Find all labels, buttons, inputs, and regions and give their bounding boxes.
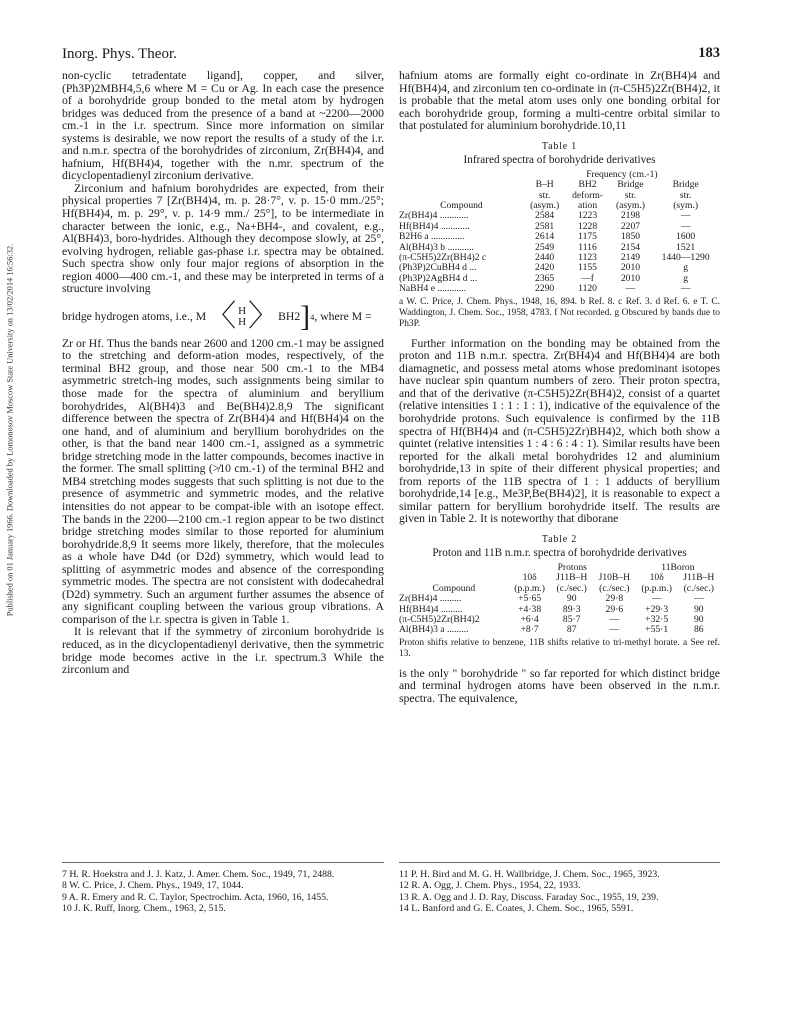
- table1-compound: (π-C5H5)2Zr(BH4)2 c: [399, 252, 487, 264]
- journal-running-head: Inorg. Phys. Theor.: [62, 46, 177, 62]
- table1-cell: 2420: [535, 262, 555, 274]
- table2-group-boron: 11Boron: [661, 562, 695, 573]
- table-row: [399, 284, 720, 294]
- table1-col-header: ation: [577, 200, 598, 212]
- table1-cell: 1120: [578, 283, 597, 295]
- equation-lead: bridge hydrogen atoms, i.e., M: [62, 309, 207, 323]
- table2-cell: 29·6: [605, 603, 624, 615]
- table2-col-header: 10δ: [649, 572, 664, 584]
- table1-compound: (Ph3P)2AgBH4 d ...: [399, 272, 478, 284]
- table1-compound: B2H6 a ..............: [399, 231, 465, 243]
- table1-col-header: (sym.): [673, 200, 699, 212]
- table2-notes: Proton shifts relative to benzene, 11B shifts relative to tri-methyl borate. a See ref. 13.: [399, 637, 720, 659]
- table1-cell: 2290: [535, 283, 555, 295]
- table1-cell: 1123: [578, 252, 597, 264]
- table2-cell: +6·4: [520, 614, 539, 626]
- table2-caption: Table 2: [541, 533, 578, 545]
- paragraph: Further information on the bonding may be obtained from the proton and 11B n.m.r. spectra. Zr(BH4)4 and Hf(BH4)4 are both diamagnetic, and possess metal atoms whose predominant isotopes have nuclear spin quantum numbers of zero. Their proton spectra, and that of the derivative (π-C5H5)2Zr(BH4)2, consist of a quartet (relative intensities 1 : 1 : 1 : 1), indicative of the equivalence of the borohydride protons. Such equivalence is confirmed by the 11B spectra of Hf(BH4)4 and (π-C5H5)2Zr)BH4)2, which both show a quintet (relative intensities 1 : 4 : 6 : 4 : 1). Similar results have been reported for the alkali metal borohydrides 12 and aluminium borohydride,13 in spite of their different physical properties; and from reports of the 11B spectra of 1 : 1 adducts of beryllium borohydride,14 [e.g., Me3P,Be(BH4)2], it is reasonable to expect a similar pattern for beryllium borohydride itself. The results are given in Table 2. It is noteworthy that diborane: [399, 336, 720, 526]
- table1-col-header: (asym.): [530, 200, 560, 212]
- table1-col-header: str.: [538, 189, 551, 201]
- table-row: [399, 625, 720, 635]
- table2-compound: (π-C5H5)2Zr(BH4)2: [399, 614, 480, 626]
- table2-compound: Hf(BH4)4 .........: [399, 603, 463, 615]
- table2-cell: 90: [693, 603, 704, 615]
- table1-cell: 1600: [676, 231, 696, 243]
- footnote: 8 W. C. Price, J. Chem. Phys., 1949, 17, 1044.: [62, 880, 244, 892]
- table1-cell: —: [680, 210, 691, 222]
- table2-cell: —: [651, 593, 662, 605]
- table1-cell: 2581: [535, 220, 555, 232]
- table1-caption: Table 1: [541, 140, 578, 152]
- footnote-rule: [62, 862, 384, 863]
- table1-cell: 2207: [620, 220, 641, 232]
- footnote: 13 R. A. Ogg and J. D. Ray, Discuss. Faraday Soc., 1955, 19, 239.: [399, 891, 659, 903]
- table1-col-header: deform-: [572, 189, 603, 201]
- table2-cell: +5·65: [518, 593, 542, 605]
- table1-cell: 1116: [578, 241, 597, 253]
- table2-col-header: J11B–H: [683, 572, 715, 584]
- table2-compound: Al(BH4)3 a .........: [399, 624, 469, 636]
- right-column: [399, 70, 720, 705]
- table2-col-header: 10δ: [522, 572, 537, 584]
- table1-cell: —f: [581, 272, 594, 284]
- table1-cell: 2154: [620, 241, 641, 253]
- table1-cell: 1440—1290: [661, 252, 710, 264]
- table1-cell: —: [680, 283, 691, 295]
- table1-col-header: (asym.): [615, 200, 645, 212]
- table2-compound: Zr(BH4)4 .........: [399, 593, 462, 605]
- equation-bh2: BH2: [278, 309, 301, 323]
- paragraph: hafnium atoms are formally eight co-ordinate in Zr(BH4)4 and Hf(BH4)4, and zirconium ten co-ordinate in (π-C5H5)2Zr(BH4)2, it is probable that the metal atom uses only one bonding orbital for each borohydride group, forming a multi-centre orbital similar to that postulated for aluminium borohydride.10,11: [399, 69, 720, 133]
- paragraph: Zr or Hf. Thus the bands near 2600 and 1200 cm.-1 may be assigned to the stretching and deform-ation modes, respectively, of the terminal BH2 group, and those near 500 cm.-1 to the MB4 asymmetric stretch-ing modes, such assignments being similar to those made for the spectra of aluminium and beryllium borohydrides, Al(BH4)3 and Be(BH4)2.8,9 The significant difference between the spectra of Zr(BH4)4 and Hf(BH4)4 on the one hand, and of aluminium and beryllium borohydrides on the other, is that the band near 1400 cm.-1, assigned as a symmetric bridge stretching mode in the latter compounds, becomes inactive in the former. The small splitting (≯10 cm.-1) of the terminal BH2 and MB4 stretching modes suggests that such splitting is not due to the presence of asymmetric and symmetric modes, and the relative intensities do not appear to be compat-ible with an isotope effect. The bands in the 2200—2100 cm.-1 region appear to be two distinct bridge stretching modes similar to those reported for aluminium borohydride.8,9 It seems more likely, therefore, that the molecules as a whole have D4d (or D2d) symmetry, which would lead to splitting of asymmetric modes and absence of the corresponding symmetric modes. The spectra are not consistent with dodecahedral (D2d) symmetry. Such an argument further assumes the absence of any significant coupling between the various group vibrations. A comparison of the i.r. spectra is given in Table 1.: [62, 336, 384, 626]
- table2-cell: 90: [693, 614, 704, 626]
- footnote: 9 A. R. Emery and R. C. Taylor, Spectrochim. Acta, 1960, 16, 1455.: [62, 891, 329, 903]
- table2-cell: +55·1: [645, 624, 669, 636]
- table2-cell: +29·3: [645, 603, 669, 615]
- paragraph: Zirconium and hafnium borohydrides are expected, from their physical properties 7 [Zr(BH4)4, m. p. 28·7°, v. p. 15·0 mm./25°; Hf(BH4)4, m. p. 29°, v. p. 14·9 mm./ 25°], to be intermediate in character between the ionic, e.g., Na+BH4-, and covalent, e.g., Al(BH4)3, boro-hydrides. Although they decompose slowly, at 25°, evolving hydrogen, reliable gas-phase i.r. spectra may be obtained. Such spectra show only four major regions of absorption in the region 4000—400 cm.-1, and these may be interpreted in terms of a structure involving: [62, 181, 384, 296]
- table1-cell: 1223: [577, 210, 598, 222]
- table2-cell: —: [609, 624, 620, 636]
- table1-cell: 2149: [620, 252, 641, 264]
- footnotes-left: [62, 869, 384, 914]
- table1-compound: Hf(BH4)4 ............: [399, 220, 470, 232]
- table1-compound-header: Compound: [440, 200, 483, 212]
- table1-cell: 2198: [620, 210, 641, 222]
- table1-col-header: BH2: [578, 179, 597, 191]
- table2-cell: 85·7: [562, 614, 581, 626]
- paragraph: is the only " borohydride " so far reported for which distinct bridge and terminal hydrogen atoms have been observed in the n.m.r. spectra. The equivalence,: [399, 666, 720, 705]
- table2-cell: —: [609, 614, 620, 626]
- table2-cell: +8·7: [520, 624, 539, 636]
- table1-col-header: Bridge: [617, 179, 644, 191]
- table2-col-header: J10B–H: [598, 572, 631, 584]
- table1-cell: 2440: [535, 252, 555, 264]
- table1-title: Infrared spectra of borohydride derivatives: [463, 154, 656, 167]
- table1-compound: NaBH4 e ............: [399, 283, 467, 295]
- download-watermark: [2, 150, 18, 710]
- table2-group-protons: Protons: [557, 562, 587, 573]
- table1-col-header: str.: [624, 189, 637, 201]
- table1-cell: 2584: [535, 210, 555, 222]
- table2-cell: +32·5: [645, 614, 669, 626]
- table2-compound-header: Compound: [432, 582, 476, 594]
- table1-cell: 2010: [620, 272, 641, 284]
- table1-cell: 1155: [578, 262, 597, 274]
- table2-col-header: (p.p.m.): [514, 582, 545, 594]
- table2-col-header: J11B–H: [556, 572, 588, 584]
- footnote: 11 P. H. Bird and M. G. H. Wallbridge, J. Chem. Soc., 1965, 3923.: [399, 869, 660, 880]
- equation-tail: , where M =: [314, 309, 372, 323]
- table2-cell: —: [693, 593, 704, 605]
- table1-cell: g: [683, 272, 689, 284]
- footnote-rule: [399, 862, 720, 863]
- table2-cell: +4·38: [518, 603, 542, 615]
- table2-col-header: (c./sec.): [683, 582, 714, 594]
- table1-cell: 1228: [577, 220, 598, 232]
- table2-col-header: (c./sec.): [556, 582, 587, 594]
- table1-col-header: B–H: [535, 179, 554, 191]
- table2-col-header: (c./sec.): [599, 582, 630, 594]
- paragraph: non-cyclic tetradentate ligand], copper, and silver, (Ph3P)2MBH4,5,6 where M = Cu or Ag. In each case the presence of a borohydride group bonded to the metal atom by hydrogen bridges was deduced from the presence of a band at ~2200—2000 cm.-1 in the i.r. spectrum. Since more information on similar systems is desirable, we now report the results of a study of the i.r. and n.m.r. spectra of the borohydrides of zirconium, Zr(BH4)4, and hafnium, Hf(BH4)4, together with the n.mr. spectrum of the dicyclopentadienyl zirconium derivative.: [62, 69, 384, 183]
- table1-cell: 1521: [676, 241, 696, 253]
- bridge-hydrogen-upper: H: [238, 304, 247, 317]
- table1-col-header: Bridge: [672, 179, 699, 191]
- table1-compound: (Ph3P)2CuBH4 d ...: [399, 262, 477, 274]
- paragraph: It is relevant that if the symmetry of zirconium borohydride is reduced, as in the dicyclopentadienyl derivative, then the symmetric bridge mode becomes active in the i.r. spectrum.3 While the zirconium and: [62, 625, 384, 677]
- table2: [399, 563, 720, 636]
- page-number: 183: [698, 45, 720, 61]
- table2-cell: 89·3: [562, 603, 581, 615]
- table1-cell: —: [625, 283, 636, 295]
- bridge-structure-equation: bridge hydrogen atoms, i.e., M 〈 H H 〉 BH2 ] 4 , where M =: [62, 299, 372, 333]
- table2-cell: 90: [566, 593, 577, 605]
- table1-compound: Al(BH4)3 b ...........: [399, 241, 474, 253]
- footnote: 7 H. R. Hoekstra and J. J. Katz, J. Amer. Chem. Soc., 1949, 71, 2488.: [62, 869, 335, 880]
- table1: [399, 170, 720, 295]
- table1-col-header: str.: [679, 189, 692, 201]
- table1-cell: g: [683, 262, 689, 274]
- table1-cell: 1175: [578, 231, 597, 243]
- table1-group-header: Frequency (cm.-1): [586, 168, 658, 180]
- footnotes-right: [399, 869, 720, 914]
- table2-col-header: (p.p.m.): [641, 582, 672, 594]
- left-column: [62, 70, 384, 677]
- footnote: 14 L. Banford and G. E. Coates, J. Chem. Soc., 1965, 5591.: [399, 902, 634, 914]
- table1-compound: Zr(BH4)4 ............: [399, 210, 469, 222]
- footnote: 12 R. A. Ogg, J. Chem. Phys., 1954, 22, 1933.: [399, 880, 581, 892]
- table1-notes: a W. C. Price, J. Chem. Phys., 1948, 16, 894. b Ref. 8. c Ref. 3. d Ref. 6. e T. C. Waddington, J. Chem. Soc., 1958, 4783. f Not recorded. g Obscured by bands due to Ph3P.: [399, 296, 720, 329]
- footnote: 10 J. K. Ruff, Inorg. Chem., 1963, 2, 515.: [62, 902, 226, 914]
- table1-cell: —: [680, 220, 691, 232]
- download-watermark-text: Published on 01 January 1966. Downloaded by Lomonosov Moscow State University on 13/02/2014 16:56:32.: [5, 243, 15, 617]
- table2-cell: 87: [566, 624, 577, 636]
- table1-cell: 1850: [620, 231, 641, 243]
- table1-cell: 2549: [535, 241, 555, 253]
- table2-cell: 86: [693, 624, 704, 636]
- table2-cell: 29·8: [605, 593, 624, 605]
- table1-cell: 2365: [535, 272, 555, 284]
- table1-cell: 2614: [535, 231, 555, 243]
- table1-cell: 2010: [620, 262, 641, 274]
- bridge-hydrogen-lower: H: [238, 315, 247, 328]
- table2-title: Proton and 11B n.m.r. spectra of borohydride derivatives: [432, 547, 687, 560]
